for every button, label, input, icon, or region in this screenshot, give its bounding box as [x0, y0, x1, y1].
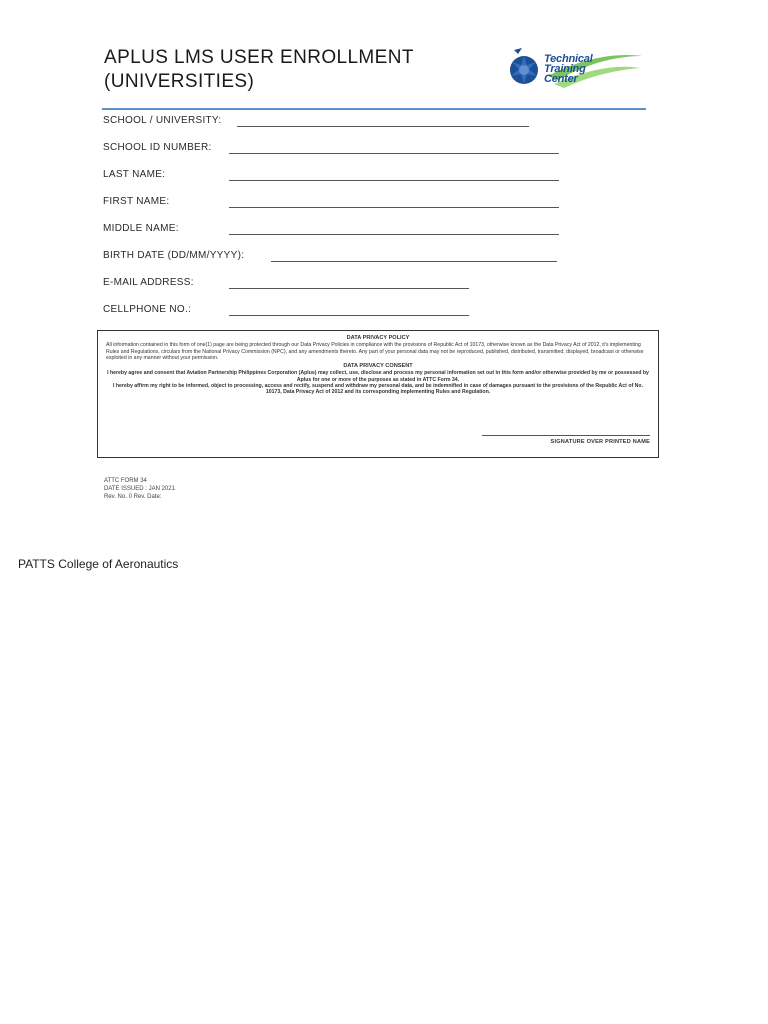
- field-school-id-number: [103, 139, 573, 166]
- form-number: ATTC FORM 34: [104, 478, 147, 484]
- form-fields: [103, 112, 573, 328]
- field-school-university: [103, 112, 573, 139]
- technical-training-center-logo: [508, 46, 644, 92]
- privacy-policy-text: All information contained in this form of one(1) page are being protected through our Data Privacy Policies in compliance with the provisions of Republic Act of 10173, otherwise known as the Data Privacy Act of 2012, it's implementing Rules and Regulations, circulars from the National Privacy Commission (NPC), and any amendments thereto. Any part of your personal data may not be reproduced, published, distributed, transmitted, displayed, broadcast or otherwise exploited in any manner without your permission.: [106, 342, 644, 361]
- date-issued: DATE ISSUED : JAN 2021: [104, 486, 175, 492]
- field-label: FIRST NAME:: [103, 196, 170, 207]
- page-caption: PATTS College of Aeronautics: [18, 557, 179, 571]
- form-title-line2: (UNIVERSITIES): [104, 71, 255, 92]
- field-cellphone-no: [103, 301, 573, 328]
- field-label: SCHOOL ID NUMBER:: [103, 142, 212, 153]
- field-email-address: [103, 274, 573, 301]
- data-privacy-box: [97, 330, 659, 458]
- signature-label: SIGNATURE OVER PRINTED NAME: [550, 439, 650, 445]
- logo-line2: Training: [544, 63, 586, 75]
- logo-line3: Center: [544, 73, 578, 85]
- logo-text: [544, 54, 593, 84]
- field-blank-line[interactable]: [229, 288, 469, 289]
- field-blank-line[interactable]: [237, 126, 529, 127]
- logo-line1: Technical: [544, 53, 593, 65]
- field-label: LAST NAME:: [103, 169, 166, 180]
- field-first-name: [103, 193, 573, 220]
- field-birth-date: [103, 247, 573, 274]
- revision-number: Rev. No. 0 Rev. Date:: [104, 494, 162, 500]
- form-title-line1: APLUS LMS USER ENROLLMENT: [104, 47, 414, 68]
- field-blank-line[interactable]: [229, 153, 559, 154]
- field-label: MIDDLE NAME:: [103, 223, 179, 234]
- field-label: CELLPHONE NO.:: [103, 304, 192, 315]
- privacy-consent-text-2: I hereby affirm my right to be informed, object to processing, access and rectify, suspend and withdraw my personal data, and be indemnified in case of damages pursuant to the provisions of the Republic Act of No. 10173, Data Privacy Act of 2012 and its corresponding implementing Rules and Regulation.: [112, 383, 644, 396]
- privacy-consent-heading: DATA PRIVACY CONSENT: [343, 363, 413, 370]
- field-blank-line[interactable]: [229, 180, 559, 181]
- form-title: [104, 46, 414, 94]
- privacy-policy-heading: DATA PRIVACY POLICY: [346, 335, 410, 341]
- field-label: BIRTH DATE (DD/MM/YYYY):: [103, 250, 245, 261]
- form-meta: [104, 477, 175, 501]
- signature-line[interactable]: [482, 435, 650, 436]
- privacy-consent-text-1: I hereby agree and consent that Aviation Partnership Philippines Corporation (Aplus) may collect, use, disclose and process my personal information set out in this form and/or otherwise provided by me or possessed by Aplus for one or more of the purposes as stated in ATTC Form 34.: [107, 370, 649, 383]
- enrollment-form-image: [96, 40, 662, 510]
- field-label: SCHOOL / UNIVERSITY:: [103, 115, 222, 126]
- field-blank-line[interactable]: [271, 261, 557, 262]
- field-last-name: [103, 166, 573, 193]
- field-label: E-MAIL ADDRESS:: [103, 277, 194, 288]
- field-blank-line[interactable]: [229, 315, 469, 316]
- field-middle-name: [103, 220, 573, 247]
- title-divider: [102, 108, 646, 110]
- field-blank-line[interactable]: [229, 234, 559, 235]
- field-blank-line[interactable]: [229, 207, 559, 208]
